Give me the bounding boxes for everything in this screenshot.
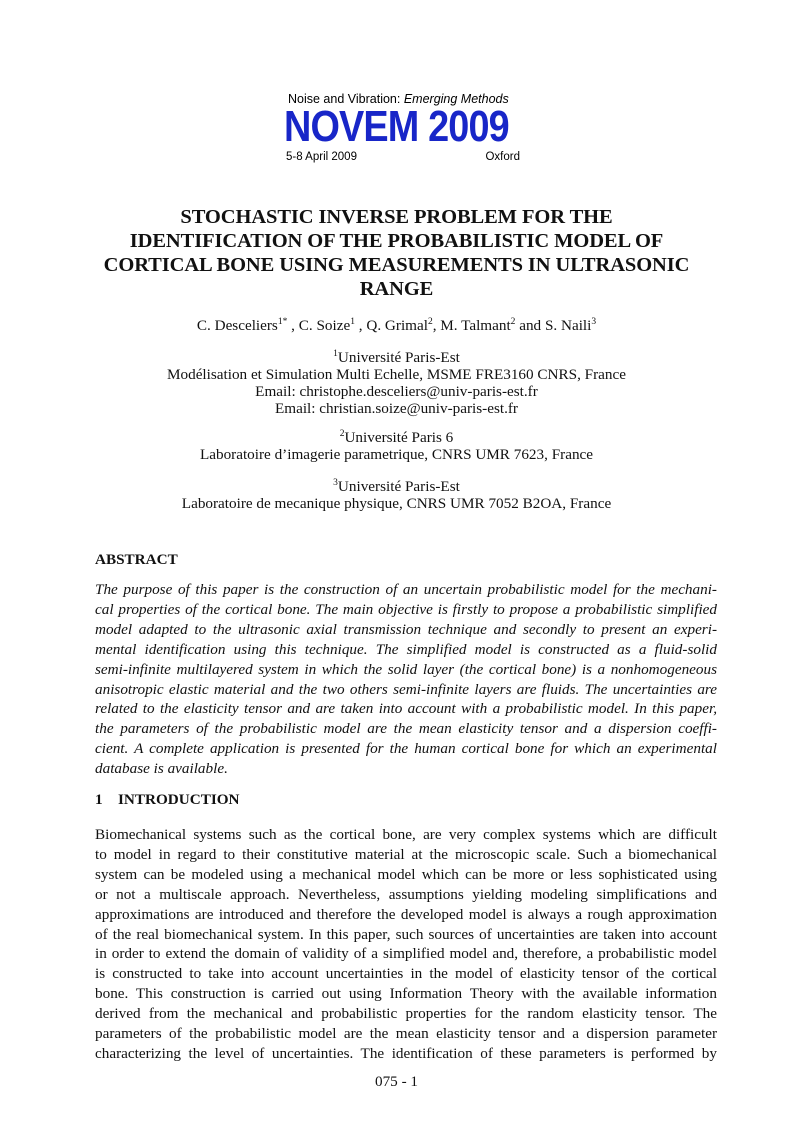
abstract-line: cient. A complete application is presented for the human cortical bone for which an experimental bbox=[95, 740, 717, 758]
intro-line: bone. This construction is carried out using Information Theory with the available information bbox=[95, 985, 717, 1003]
section-number: 1 bbox=[95, 791, 103, 808]
author-sup: 1 bbox=[350, 317, 355, 327]
abstract-line: database is available. bbox=[95, 760, 228, 778]
title-line: RANGE bbox=[359, 278, 434, 300]
abstract-line: the parameters of the probabilistic model are the mean elasticity tensor and a dispersion coeffi- bbox=[95, 720, 717, 738]
page-number: 075 - 1 bbox=[374, 1073, 419, 1090]
title-line: IDENTIFICATION OF THE PROBABILISTIC MODEL OF bbox=[129, 230, 664, 252]
affiliation-name: $^3$Université Paris-Est bbox=[333, 478, 460, 495]
intro-line: parameters of the probabilistic model are the mean elasticity tensor and a dispersion parameter bbox=[95, 1025, 717, 1043]
paper-title bbox=[80, 205, 713, 301]
title-line: CORTICAL BONE USING MEASUREMENTS IN ULTRASONIC bbox=[103, 254, 690, 276]
affiliation-name: $^1$Université Paris-Est bbox=[333, 349, 460, 366]
intro-line: Biomechanical systems such as the cortical bone, are very complex systems which are difficult bbox=[95, 826, 717, 843]
author-sup: 3 bbox=[591, 317, 597, 327]
abstract-line: related to the elasticity tensor and are taken into account with a probabilistic model. In this paper, bbox=[95, 700, 717, 718]
intro-line: or not a multiscale approach. Nevertheless, assumptions yielding modeling simplifications and bbox=[95, 885, 717, 903]
author-name: C. Desceliers bbox=[196, 317, 278, 334]
author-name: , C. Soize bbox=[287, 317, 351, 334]
abstract-heading: ABSTRACT bbox=[95, 551, 178, 568]
title-line: STOCHASTIC INVERSE PROBLEM FOR THE bbox=[180, 206, 613, 228]
author-name: , Q. Grimal bbox=[354, 317, 428, 334]
abstract-line: semi-infinite multilayered system in which the solid layer (the cortical bone) is a nonhomogeneous bbox=[95, 660, 717, 678]
intro-line: derived from the mechanical and probabilistic properties for the random elasticity tensor. The bbox=[95, 1005, 717, 1023]
affiliation-2 bbox=[60, 429, 733, 463]
affiliation-1 bbox=[60, 349, 733, 417]
intro-line: to model in regard to their constitutive material at the microscopic scale. Such a biomechanical bbox=[95, 845, 717, 863]
affiliation-3 bbox=[60, 478, 733, 512]
abstract-line: model adapted to the ultrasonic axial transmission technique and secondly to present an experi- bbox=[95, 620, 717, 638]
conference-dates: 5-8 April 2009 bbox=[286, 151, 357, 163]
affiliation-line: Laboratoire de mecanique physique, CNRS UMR 7052 B2OA, France bbox=[181, 495, 612, 512]
conference-city: Oxford bbox=[485, 151, 520, 163]
intro-line: approximations are introduced and therefore the developed model is always a rough approximation bbox=[95, 905, 717, 923]
abstract-line: The purpose of this paper is the construction of an uncertain probabilistic model for the mechani- bbox=[95, 581, 717, 598]
abstract-line: mental identification using this technique. The simplified model is constructed as a fluid-solid bbox=[95, 640, 717, 658]
affiliation-email: Email: christian.soize@univ-paris-est.fr bbox=[275, 400, 518, 417]
author-sup: 2 bbox=[427, 317, 433, 327]
affiliation-line: Modélisation et Simulation Multi Echelle, MSME FRE3160 CNRS, France bbox=[167, 366, 626, 383]
author-sup: 2 bbox=[510, 317, 516, 327]
affiliation-email: Email: christophe.desceliers@univ-paris-est.fr bbox=[255, 383, 538, 400]
intro-line: of the real biomechanical system. In this paper, such sources of uncertainties are taken into account bbox=[95, 925, 717, 943]
conference-name: NOVEM 2009 bbox=[284, 102, 509, 151]
affiliation-line: Laboratoire d’imagerie parametrique, CNRS UMR 7623, France bbox=[199, 446, 594, 463]
abstract-line: anisotropic elastic material and the two others semi-infinite layers are fluids. The uncertainties are bbox=[95, 680, 717, 698]
abstract-line: cal properties of the cortical bone. The main objective is firstly to propose a probabilistic simplified bbox=[95, 600, 717, 618]
author-sup: 1* bbox=[277, 317, 288, 327]
introduction-heading bbox=[95, 791, 240, 809]
intro-line: is constructed to take into account uncertainties in the model of elasticity tensor of the cortical bbox=[95, 965, 717, 983]
intro-line: characterizing the level of uncertainties. The identification of these parameters is performed by bbox=[95, 1044, 717, 1062]
introduction-body bbox=[95, 825, 717, 1064]
intro-line: in order to extend the domain of validity of a simplified model and, therefore, a probabilistic model bbox=[95, 945, 717, 963]
author-list bbox=[60, 317, 733, 335]
abstract-body bbox=[95, 580, 717, 779]
author-name: and S. Naili bbox=[515, 317, 592, 334]
conference-logo bbox=[284, 92, 528, 170]
author-name: , M. Talmant bbox=[432, 317, 511, 334]
conference-subtitle: Noise and Vibration: Emerging Methods bbox=[288, 92, 509, 106]
section-title: INTRODUCTION bbox=[118, 791, 240, 808]
affiliation-name: $^2$Université Paris 6 bbox=[339, 429, 454, 446]
intro-line: system can be modeled using a mechanical model which can be more or less sophisticated using bbox=[95, 865, 717, 883]
